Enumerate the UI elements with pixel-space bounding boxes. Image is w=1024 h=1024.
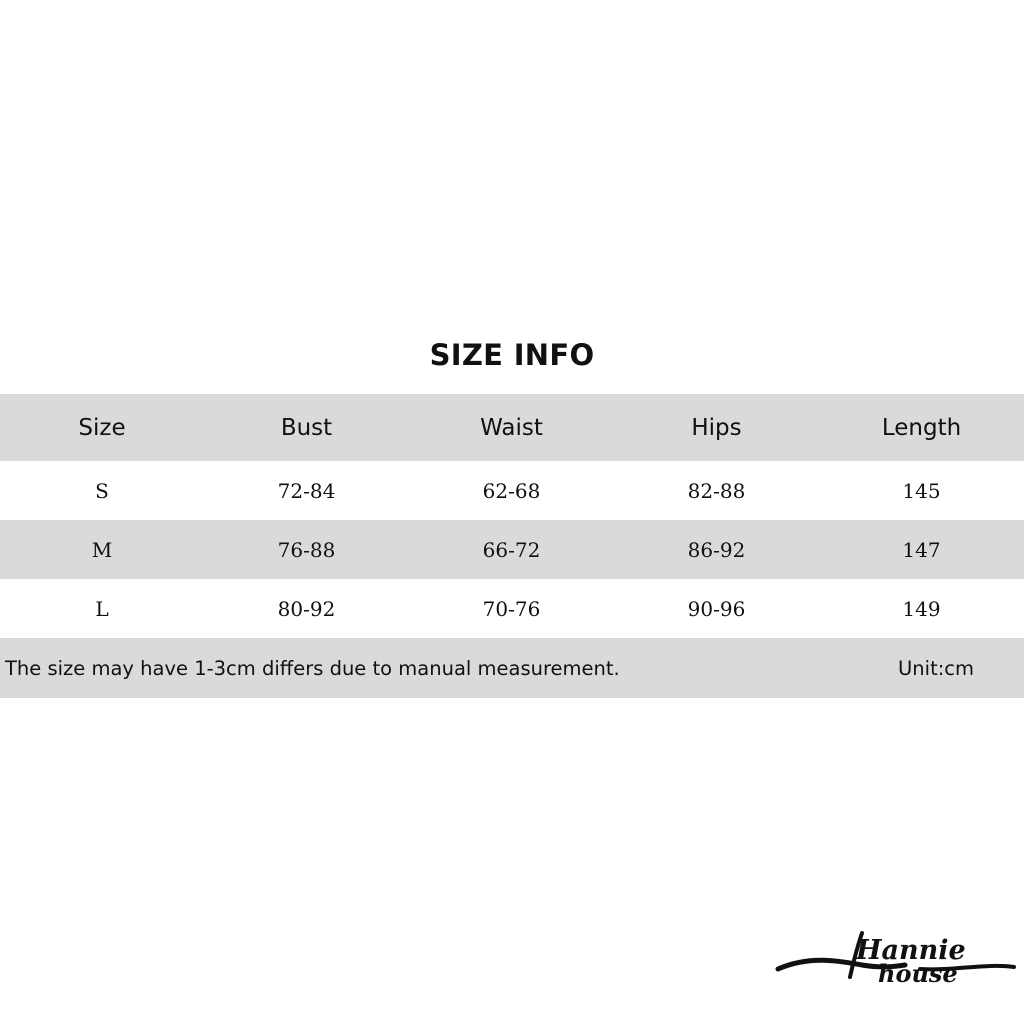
header-length: Length bbox=[881, 414, 962, 441]
header-size: Size bbox=[78, 414, 126, 441]
cell-hips: 82-88 bbox=[687, 478, 746, 503]
brand-line1: Hannie bbox=[856, 935, 966, 966]
cell-length: 145 bbox=[902, 478, 941, 503]
table-footer-row bbox=[0, 638, 1024, 698]
cell-size: S bbox=[95, 478, 109, 503]
size-table bbox=[0, 394, 1024, 698]
cell-length: 149 bbox=[902, 596, 941, 621]
cell-waist: 62-68 bbox=[482, 478, 541, 503]
cell-hips: 90-96 bbox=[687, 596, 746, 621]
brand-line2: house bbox=[878, 959, 958, 988]
cell-bust: 80-92 bbox=[277, 596, 336, 621]
cell-waist: 70-76 bbox=[482, 596, 541, 621]
cell-waist: 66-72 bbox=[482, 537, 541, 562]
cell-size: L bbox=[95, 596, 109, 621]
unit-label: Unit:cm bbox=[898, 656, 974, 680]
brand-logo bbox=[770, 925, 1020, 995]
page-title: SIZE INFO bbox=[429, 338, 595, 372]
cell-bust: 76-88 bbox=[277, 537, 336, 562]
cell-bust: 72-84 bbox=[277, 478, 336, 503]
measurement-note: The size may have 1-3cm differs due to manual measurement. bbox=[5, 656, 620, 680]
header-hips: Hips bbox=[691, 414, 742, 441]
table-row bbox=[0, 461, 1024, 520]
table-header-row bbox=[0, 394, 1024, 461]
cell-size: M bbox=[91, 537, 113, 562]
header-waist: Waist bbox=[480, 414, 543, 441]
table-row bbox=[0, 579, 1024, 638]
header-bust: Bust bbox=[280, 414, 333, 441]
table-row bbox=[0, 520, 1024, 579]
cell-hips: 86-92 bbox=[687, 537, 746, 562]
cell-length: 147 bbox=[902, 537, 941, 562]
